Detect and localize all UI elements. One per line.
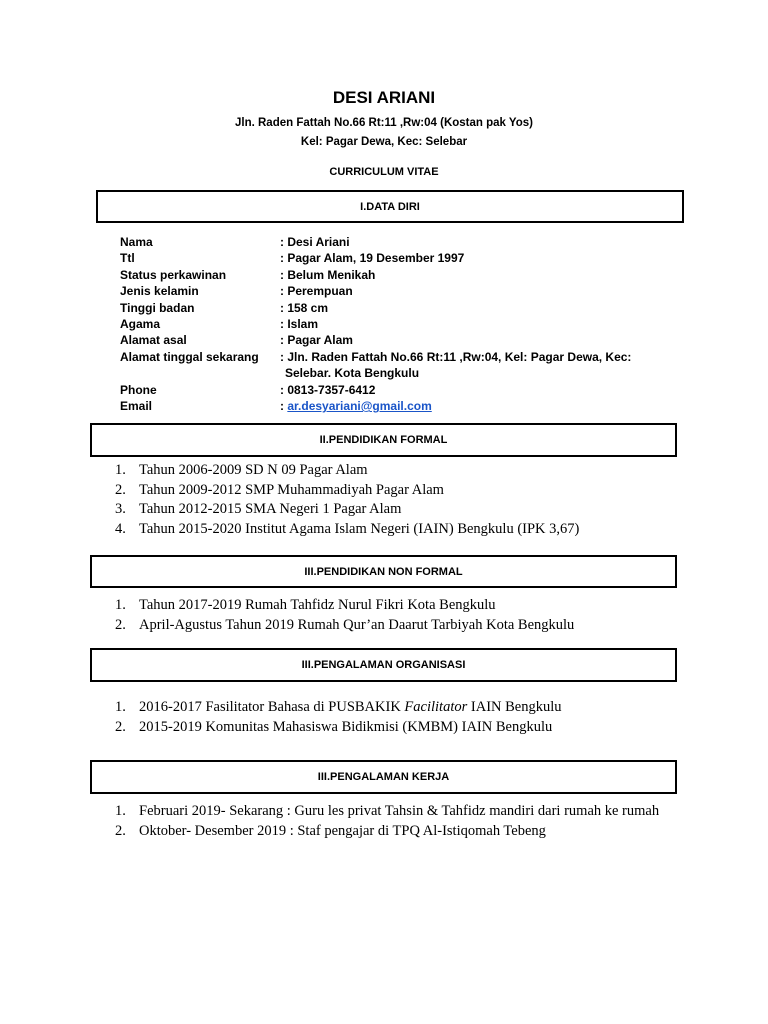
list-item xyxy=(113,698,733,718)
personal-data-table xyxy=(120,234,660,414)
data-value: : 0813-7357-6412 xyxy=(280,382,376,397)
address-line-2: Kel: Pagar Dewa, Kec: Selebar xyxy=(300,136,468,148)
list-text: April-Agustus Tahun 2019 Rumah Qur’an Daarut Tarbiyah Kota Bengkulu xyxy=(139,616,575,633)
cv-name: DESI ARIANI xyxy=(332,88,436,107)
section-header-pendidikan-non-formal xyxy=(90,555,677,588)
data-label: Ttl xyxy=(120,251,135,266)
list-item xyxy=(113,822,673,842)
list-number: 1. xyxy=(115,462,126,478)
section-title: I.DATA DIRI xyxy=(360,200,420,213)
data-value: : Islam xyxy=(280,317,319,332)
list-number: 2. xyxy=(115,822,126,839)
data-value: : 158 cm xyxy=(280,300,329,315)
data-row-tinggi-badan xyxy=(120,300,660,316)
section-header-data-diri xyxy=(96,190,684,223)
data-row-alamat-asal xyxy=(120,332,660,348)
section-title: II.PENDIDIKAN FORMAL xyxy=(319,434,448,446)
email-prefix: : xyxy=(280,399,288,414)
data-label: Agama xyxy=(120,317,161,332)
data-value-line-1: : Jln. Raden Fattah No.66 Rt:11 ,Rw:04, Kel: Pagar Dewa, Kec: xyxy=(280,349,632,364)
data-value: : Pagar Alam xyxy=(280,333,353,348)
list-text: Tahun 2015-2020 Institut Agama Islam Negeri (IAIN) Bengkulu (IPK 3,67) xyxy=(139,520,580,537)
list-item xyxy=(113,520,713,540)
data-value-line-2: Selebar. Kota Bengkulu xyxy=(285,366,420,381)
list-text xyxy=(139,698,733,718)
list-number: 1. xyxy=(115,699,126,715)
section-title: III.PENDIDIKAN NON FORMAL xyxy=(304,565,463,578)
list-text: Tahun 2006-2009 SD N 09 Pagar Alam xyxy=(139,462,368,478)
data-row-jenis-kelamin xyxy=(120,283,660,299)
list-number: 2. xyxy=(115,616,126,633)
list-text-part: 2016-2017 Fasilitator Bahasa di PUSBAKIK xyxy=(139,699,405,715)
section-title: III.PENGALAMAN ORGANISASI xyxy=(301,659,466,671)
list-item xyxy=(113,481,713,501)
email-link[interactable]: ar.desyariani@gmail.com xyxy=(287,399,432,414)
section-header-pengalaman-kerja xyxy=(90,760,677,794)
data-row-alamat-tinggal xyxy=(120,349,660,382)
data-label: Email xyxy=(120,399,153,414)
data-row-phone xyxy=(120,382,660,398)
data-label: Status perkawinan xyxy=(120,267,227,282)
data-value xyxy=(280,398,660,414)
list-number: 3. xyxy=(115,501,126,517)
list-number: 2. xyxy=(115,481,126,498)
pendidikan-formal-list xyxy=(113,461,713,539)
data-row-status xyxy=(120,267,660,283)
list-text-italic: Facilitator xyxy=(404,699,468,715)
list-text: Tahun 2017-2019 Rumah Tahfidz Nurul Fikri Kota Bengkulu xyxy=(139,597,496,613)
section-header-pengalaman-organisasi xyxy=(90,648,677,682)
list-number: 1. xyxy=(115,803,126,819)
list-text: 2015-2019 Komunitas Mahasiswa Bidikmisi (KMBM) IAIN Bengkulu xyxy=(139,718,553,735)
data-value: : Perempuan xyxy=(280,284,353,299)
list-item xyxy=(113,616,733,636)
data-value: : Belum Menikah xyxy=(280,267,376,282)
pendidikan-non-formal-list xyxy=(113,596,733,635)
list-item xyxy=(113,461,713,481)
section-header-pendidikan-formal xyxy=(90,423,677,457)
list-number: 2. xyxy=(115,718,126,735)
list-item xyxy=(113,802,673,822)
address-line-1: Jln. Raden Fattah No.66 Rt:11 ,Rw:04 (Kostan pak Yos) xyxy=(234,117,533,129)
pengalaman-organisasi-list xyxy=(113,698,733,737)
list-item xyxy=(113,500,713,520)
data-label: Tinggi badan xyxy=(120,300,195,315)
list-number: 1. xyxy=(115,597,126,613)
document-title: CURRICULUM VITAE xyxy=(329,166,439,178)
data-label: Nama xyxy=(120,235,153,249)
list-item xyxy=(113,718,733,738)
list-text: Tahun 2009-2012 SMP Muhammadiyah Pagar Alam xyxy=(139,481,444,498)
list-text: Oktober- Desember 2019 : Staf pengajar di TPQ Al-Istiqomah Tebeng xyxy=(139,822,546,839)
data-value: : Desi Ariani xyxy=(280,235,350,249)
section-title: III.PENGALAMAN KERJA xyxy=(317,771,450,783)
data-row-nama xyxy=(120,234,660,250)
data-label: Alamat asal xyxy=(120,333,187,348)
data-label: Phone xyxy=(120,382,157,397)
data-value: : Pagar Alam, 19 Desember 1997 xyxy=(280,251,465,266)
pengalaman-kerja-list xyxy=(113,802,673,841)
data-label: Jenis kelamin xyxy=(120,284,199,299)
list-item xyxy=(113,596,733,616)
list-number: 4. xyxy=(115,520,126,537)
data-value xyxy=(280,349,660,382)
list-text-part: IAIN Bengkulu xyxy=(467,699,562,715)
list-text: Tahun 2012-2015 SMA Negeri 1 Pagar Alam xyxy=(139,501,402,517)
data-row-ttl xyxy=(120,250,660,266)
data-row-email xyxy=(120,398,660,414)
data-label: Alamat tinggal sekarang xyxy=(120,349,259,364)
data-row-agama xyxy=(120,316,660,332)
list-text: Februari 2019- Sekarang : Guru les privat Tahsin & Tahfidz mandiri dari rumah ke rumah xyxy=(139,803,660,819)
